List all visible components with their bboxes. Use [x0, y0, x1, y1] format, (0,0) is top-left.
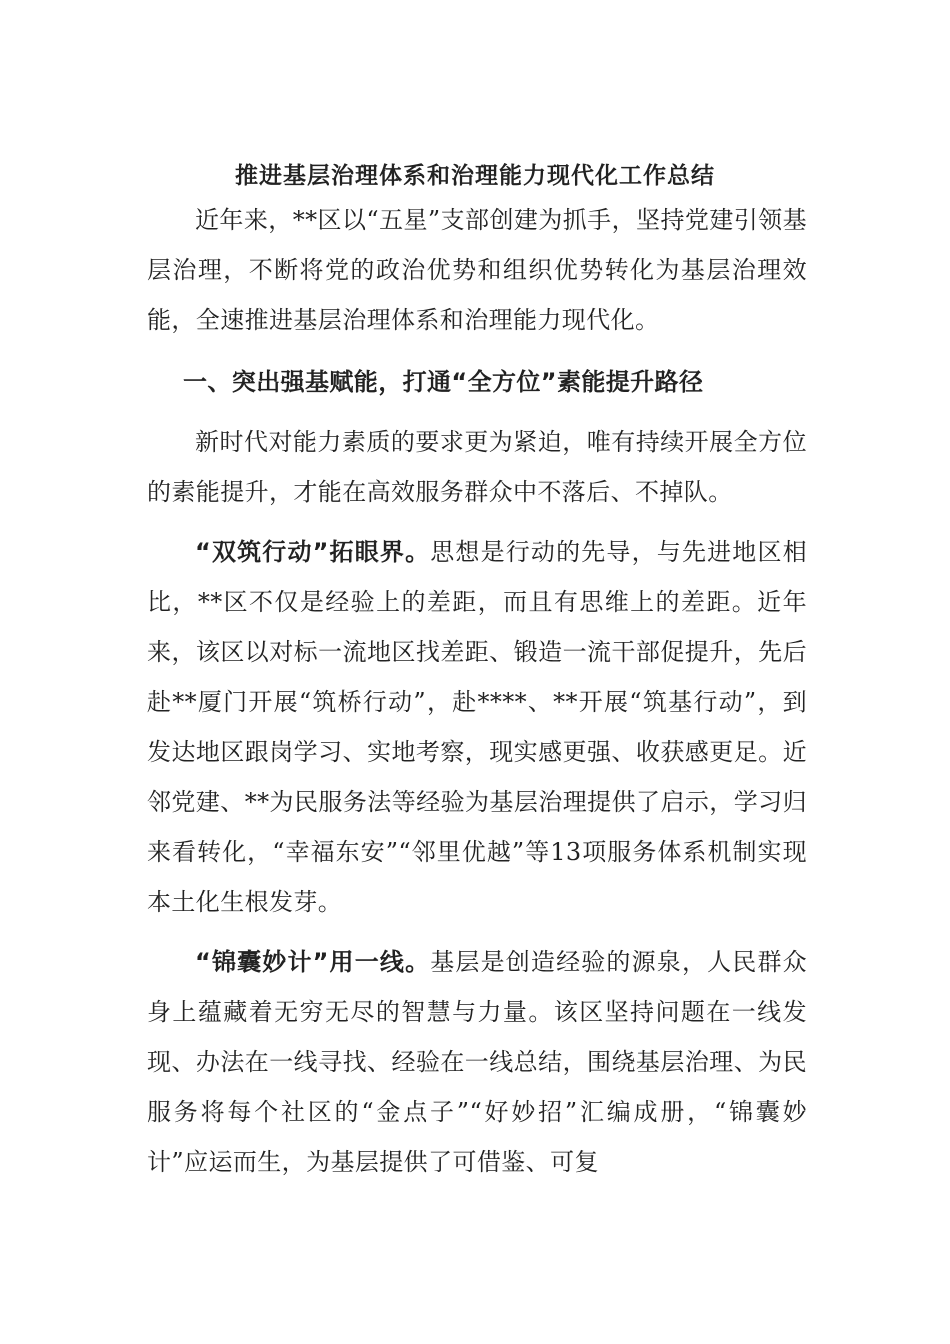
section-intro-paragraph: 新时代对能力素质的要求更为紧迫，唯有持续开展全方位的素能提升，才能在高效服务群众中不落后、不掉队。 — [147, 428, 807, 506]
item-lead-2: “锦囊妙计”用一线。 — [195, 948, 431, 976]
section-heading: 一、突出强基赋能，打通“全方位”素能提升路径 — [183, 368, 704, 396]
item-paragraph-2 — [147, 937, 807, 1187]
intro-paragraph: 近年来，**区以“五星”支部创建为抓手，坚持党建引领基层治理，不断将党的政治优势和组织优势转化为基层治理效能，全速推进基层治理体系和治理能力现代化。 — [147, 206, 807, 334]
item-body-1: 思想是行动的先导，与先进地区相比，**区不仅是经验上的差距，而且有思维上的差距。近年来，该区以对标一流地区找差距、锻造一流干部促提升，先后赴**厦门开展“筑桥行动”，赴****、**开展“筑基行动”，到发达地区跟岗学习、实地考察，现实感更强、收获感更足。近邻党建、**为民服务法等经验为基层治理提供了启示，学习归来看转化，“幸福东安”“邻里优越”等13项服务体系机制实现本土化生根发芽。 — [147, 538, 808, 916]
document-title: 推进基层治理体系和治理能力现代化工作总结 — [235, 163, 715, 189]
item-lead-1: “双筑行动”拓眼界。 — [195, 538, 431, 566]
item-paragraph-1 — [147, 527, 807, 927]
document-body — [147, 195, 807, 1187]
item-body-2: 基层是创造经验的源泉，人民群众身上蕴藏着无穷无尽的智慧与力量。该区坚持问题在一线发现、办法在一线寻找、经验在一线总结，围绕基层治理、为民服务将每个社区的“金点子”“好妙招”汇编成册，“锦囊妙计”应运而生，为基层提供了可借鉴、可复 — [147, 948, 808, 1176]
